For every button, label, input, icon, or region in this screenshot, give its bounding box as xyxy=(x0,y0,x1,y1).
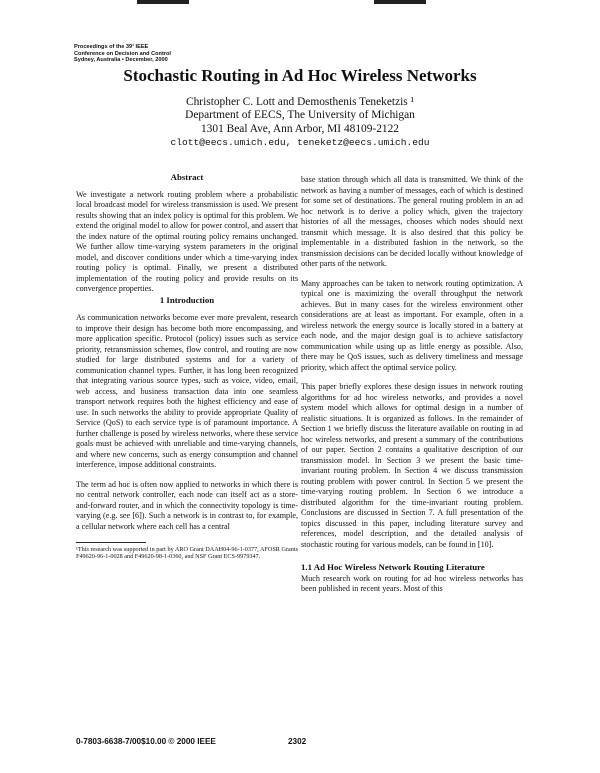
proceedings-line: Conference on Decision and Control xyxy=(74,50,171,57)
intro-paragraph-3: base station through which all data is transmitted. We think of the network as having a number of messages, each of which is destined for some set of destinations. The general routing problem in an ad hoc network is to derive a policy which, given the trajectory histories of all the messages, chooses which nodes should next transmit which message. It is also desired that this policy be implementable in a distributed fashion in the network, so the transmission decisions can be decided locally without knowledge of other parts of the network. xyxy=(301,175,523,268)
footnote-divider xyxy=(76,542,146,543)
funding-footnote: ¹This research was supported in part by ARO Grant DAAH04-96-1-0377, AFOSR Grants F49620-96-1-0028 and F49620-98-1-0360, and NSF Grant ECS-9979347. xyxy=(76,546,298,561)
address: 1301 Beal Ave, Ann Arbor, MI 48109-2122 xyxy=(200,122,399,135)
abstract-text: We investigate a network routing problem where a probabilistic local broadcast model for wireless transmission is used. We present results showing that an index policy is optimal for this problem. We extend the original model to allow for power control, and assert that the index nature of the optimal routing policy remains unchanged. We further allow time-varying system parameters in the original model, and discover conditions under which a time-varying index routing policy is optimal. Finally, we present a distributed implementation of the routing policy and provide results on its convergence properties. xyxy=(76,189,298,293)
footer-isbn: 0-7803-6638-7/00$10.00 © 2000 IEEE xyxy=(76,737,216,746)
affiliation: Department of EECS, The University of Michigan xyxy=(185,109,415,122)
right-column xyxy=(301,175,523,595)
scan-mark-right xyxy=(374,0,426,4)
paper-title: Stochastic Routing in Ad Hoc Wireless Networks xyxy=(123,66,477,85)
intro-paragraph-4: Many approaches can be taken to network routing optimization. A typical one is maximizing the overall throughput the network achieves. But in many cases for the wireless environment other considerations are at least as important. For example, often in a wireless network the energy source is locally stored in a battery at each node, and the major design goal is to achieve satisfactory communication while using up as little energy as possible. Also, there may be QoS issues, such as delivery timeliness and message priority, which affect the optimal service policy. xyxy=(301,278,523,372)
abstract-heading: Abstract xyxy=(170,172,204,182)
section-heading-introduction: 1 Introduction xyxy=(159,294,215,305)
proceedings-info xyxy=(74,44,171,64)
proceedings-line: Proceedings of the 39¹ IEEE xyxy=(74,44,149,50)
author-names: Christopher C. Lott and Demosthenis Teneketzis ¹ xyxy=(186,96,414,108)
literature-paragraph: Much research work on routing for ad hoc wireless networks has been published in recent years. Most of this xyxy=(301,573,523,593)
subsection-heading-literature: 1.1 Ad Hoc Wireless Network Routing Literature xyxy=(301,562,485,572)
author-block xyxy=(0,96,600,150)
page-number: 2302 xyxy=(288,737,307,746)
intro-paragraph-2: The term ad hoc is often now applied to networks in which there is no central network controller, each node can itself act as a store-and-forward router, and in which the connectivity topology is time-varying (e.g. see [6]). Such a network is in contrast to, for example, a cellular network where each cell has a central xyxy=(76,479,298,531)
intro-paragraph-5: This paper briefly explores these design issues in network routing algorithms for ad hoc wireless networks, and provides a novel system model which allows for optimal design in a number of realistic situations. It is organized as follows. In the remainder of Section 1 we briefly discuss the literature available on routing in ad hoc wireless networks, and present a summary of the contributions of our paper. Section 2 contains a qualitative description of our transmission model. In Section 3 we present the basic time-invariant routing problem. In Section 4 we discuss transmission routing problem with power control. In Section 5 we present the time-varying routing problem. In Section 6 we introduce a distributed algorithm for the time-invariant routing problem. Conclusions are discussed in Section 7. A full presentation of the topics discussed in this paper, including literature survey and references, model description, and the detailed analysis of stochastic routing for various models, can be found in [10]. xyxy=(301,382,523,549)
proceedings-line: Sydney, Australia • December, 2000 xyxy=(74,57,168,64)
scan-mark-left xyxy=(137,0,189,4)
author-emails: clott@eecs.umich.edu, teneketz@eecs.umich.edu xyxy=(170,137,430,149)
left-column xyxy=(76,172,298,561)
intro-paragraph-1: As communication networks become ever more prevalent, research to improve their design has become both more encompassing, and more application specific. Protocol (policy) issues such as service priority, retransmission schemes, flow control, and routing are now studied for large distributed systems and for a variety of communication channel types. Further, it has long been recognized that integrating various source types, such as voice, video, email, web access, and business transaction data into one seamless transport network requires both the highest efficiency and ease of use. In such networks the ability to provide appropriate Quality of Service (QoS) to each service type is of paramount importance. A further challenge is posed by wireless networks, where these service goals must be achieved with unreliable and time-varying channels, and where new concerns, such as energy consumption and channel interference, impose additional constraints. xyxy=(76,313,299,469)
